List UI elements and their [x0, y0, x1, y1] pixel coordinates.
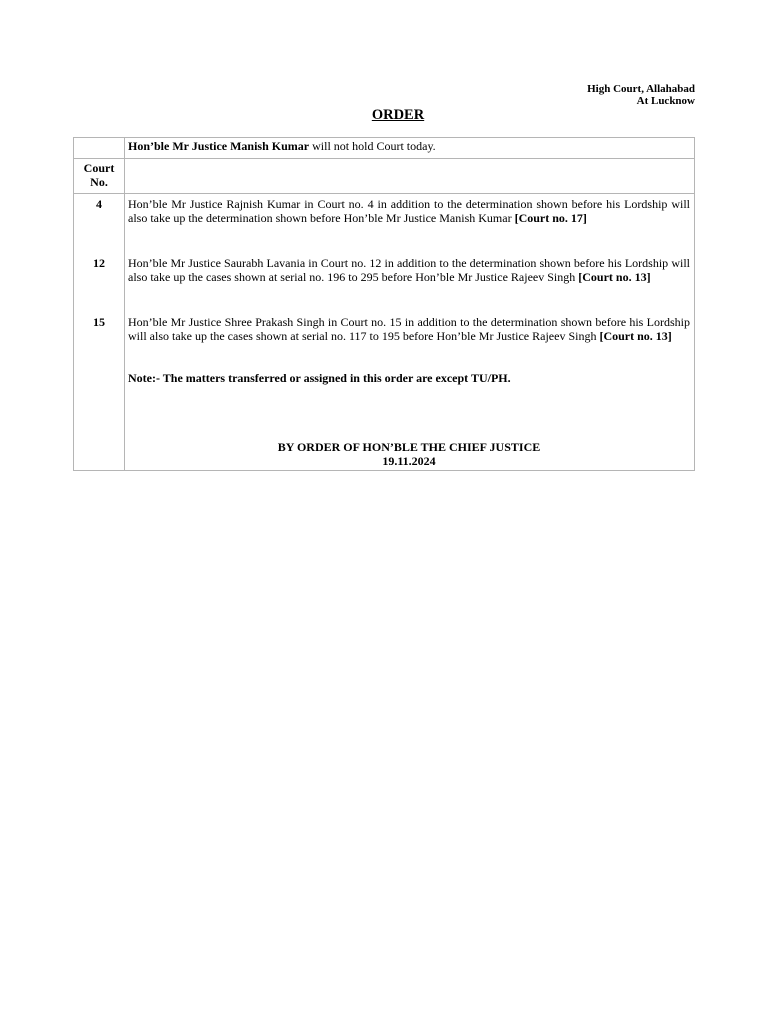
court-number: 12 [93, 256, 105, 270]
entry-court-ref: [Court no. 13] [599, 329, 672, 343]
empty-cell [74, 138, 125, 159]
order-table [73, 137, 695, 471]
court-header [587, 83, 695, 107]
table-row-entries [74, 194, 695, 471]
table-row-header [74, 159, 695, 194]
entry-text: Hon’ble Mr Justice Saurabh Lavania in Court no. 12 in addition to the determination shown before his Lordship will also take up the cases shown at serial no. 196 to 295 before Hon’ble Mr Justice Rajeev Singh [128, 256, 690, 284]
entry-paragraph [128, 194, 690, 253]
court-no-header-line1: Court [83, 161, 115, 175]
entry-paragraph [128, 312, 690, 371]
court-bench: At Lucknow [636, 95, 695, 107]
court-numbers-cell [74, 194, 125, 471]
signature-line: BY ORDER OF HON’BLE THE CHIEF JUSTICE [277, 440, 541, 454]
table-row-absent [74, 138, 695, 159]
court-number: 15 [93, 315, 105, 329]
court-no-header-line2: No. [90, 175, 108, 189]
signature-block [128, 440, 690, 470]
absent-notice [125, 138, 695, 159]
absent-judge-name: Hon’ble Mr Justice Manish Kumar [128, 139, 310, 153]
empty-header-cell [125, 159, 695, 194]
court-no-header [74, 159, 125, 194]
court-number: 4 [96, 197, 102, 211]
entry-text: Hon’ble Mr Justice Rajnish Kumar in Court no. 4 in addition to the determination shown before his Lordship will also take up the determination shown before Hon’ble Mr Justice Manish Kumar [128, 197, 690, 225]
court-name: High Court, Allahabad [587, 83, 695, 95]
absent-text: will not hold Court today. [309, 139, 436, 153]
entry-court-ref: [Court no. 13] [578, 270, 651, 284]
entry-text: Hon’ble Mr Justice Shree Prakash Singh in Court no. 15 in addition to the determination shown before his Lordship will also take up the cases shown at serial no. 117 to 195 before Hon’ble Mr Justice Rajeev Singh [128, 315, 690, 343]
entries-cell [125, 194, 695, 471]
order-date: 19.11.2024 [382, 454, 436, 468]
page-title: ORDER [371, 107, 425, 123]
note-text: Note:- The matters transferred or assigned in this order are except TU/PH. [128, 371, 511, 385]
entry-paragraph [128, 253, 690, 312]
entry-court-ref: [Court no. 17] [514, 211, 587, 225]
